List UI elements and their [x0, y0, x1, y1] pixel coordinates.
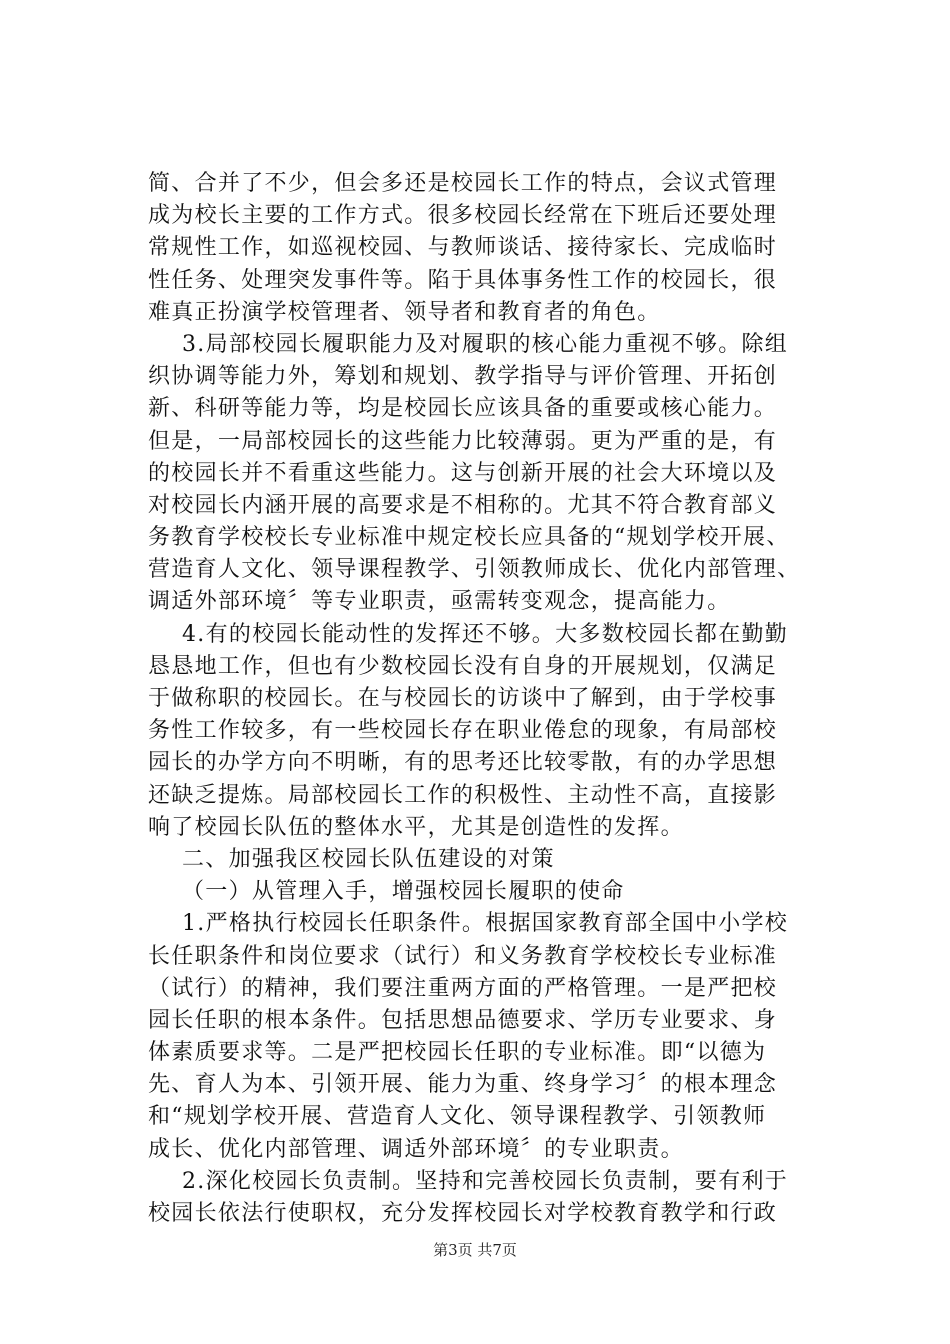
text-line: （试行）的精神，我们要注重两方面的严格管理。一是严把校: [148, 975, 778, 1001]
text-line: 3.局部校园长履职能力及对履职的核心能力重视不够。除组: [182, 331, 789, 357]
text-line: 长任职条件和岗位要求（试行）和义务教育学校校长专业标准: [148, 943, 778, 969]
text-line: 务教育学校校长专业标准中规定校长应具备的“规划学校开展、: [148, 525, 790, 551]
text-line: 成为校长主要的工作方式。很多校园长经常在下班后还要处理: [148, 203, 778, 229]
section-heading: 二、加强我区校园长队伍建设的对策: [182, 846, 555, 872]
text-line: 成长、优化内部管理、调适外部环境〞的专业职责。: [148, 1136, 684, 1162]
body-text: [148, 168, 808, 1230]
text-line: 和“规划学校开展、营造育人文化、领导课程教学、引领教师: [148, 1104, 767, 1130]
text-line: 于做称职的校园长。在与校园长的访谈中了解到，由于学校事: [148, 686, 778, 711]
text-line: 2.深化校园长负责制。坚持和完善校园长负责制，要有利于: [182, 1168, 789, 1194]
text-line: 常规性工作，如巡视校园、与教师谈话、接待家长、完成临时: [148, 235, 778, 261]
text-line: 对校园长内涵开展的高要求是不相称的。尤其不符合教育部义: [148, 492, 778, 518]
text-line: 先、育人为本、引领开展、能力为重、终身学习〞的根本理念: [148, 1072, 778, 1098]
text-line: 但是，一局部校园长的这些能力比较薄弱。更为严重的是，有: [148, 428, 778, 454]
text-line: 响了校园长队伍的整体水平，尤其是创造性的发挥。: [148, 814, 684, 840]
text-line: 织协调等能力外，筹划和规划、教学指导与评价管理、开拓创: [148, 364, 778, 390]
text-line: 务性工作较多，有一些校园长存在职业倦怠的现象，有局部校: [148, 718, 778, 744]
page-footer: 第3页 共7页: [433, 1241, 517, 1259]
text-line: 1.严格执行校园长任职条件。根据国家教育部全国中小学校: [182, 911, 789, 937]
text-line: 体素质要求等。二是严把校园长任职的专业标准。即“以德为: [148, 1040, 767, 1066]
text-line: 园长的办学方向不明晰，有的思考还比较零散，有的办学思想: [148, 750, 778, 776]
text-line: 难真正扮演学校管理者、领导者和教育者的角色。: [148, 299, 661, 325]
text-line: 校园长依法行使职权，充分发挥校园长对学校教育教学和行政: [148, 1201, 778, 1226]
text-line: 恳恳地工作，但也有少数校园长没有自身的开展规划，仅满足: [148, 653, 778, 679]
text-line: 园长任职的根本条件。包括思想品德要求、学历专业要求、身: [148, 1007, 778, 1033]
text-line: 简、合并了不少，但会多还是校园长工作的特点，会议式管理: [148, 171, 778, 196]
text-line: 性任务、处理突发事件等。陷于具体事务性工作的校园长，很: [148, 267, 778, 293]
text-line: 营造育人文化、领导课程教学、引领教师成长、优化内部管理、: [148, 557, 801, 583]
text-line: 的校园长并不看重这些能力。这与创新开展的社会大环境以及: [148, 460, 778, 486]
text-line: 还缺乏提炼。局部校园长工作的积极性、主动性不高，直接影: [148, 782, 778, 808]
text-line: 调适外部环境〞等专业职责，亟需转变观念，提高能力。: [148, 589, 731, 615]
text-line: 新、科研等能力等，均是校园长应该具备的重要或核心能力。: [148, 396, 778, 422]
subsection-heading: （一）从管理入手，增强校园长履职的使命: [182, 879, 625, 905]
text-line: 4.有的校园长能动性的发挥还不够。大多数校园长都在勤勤: [182, 621, 789, 647]
